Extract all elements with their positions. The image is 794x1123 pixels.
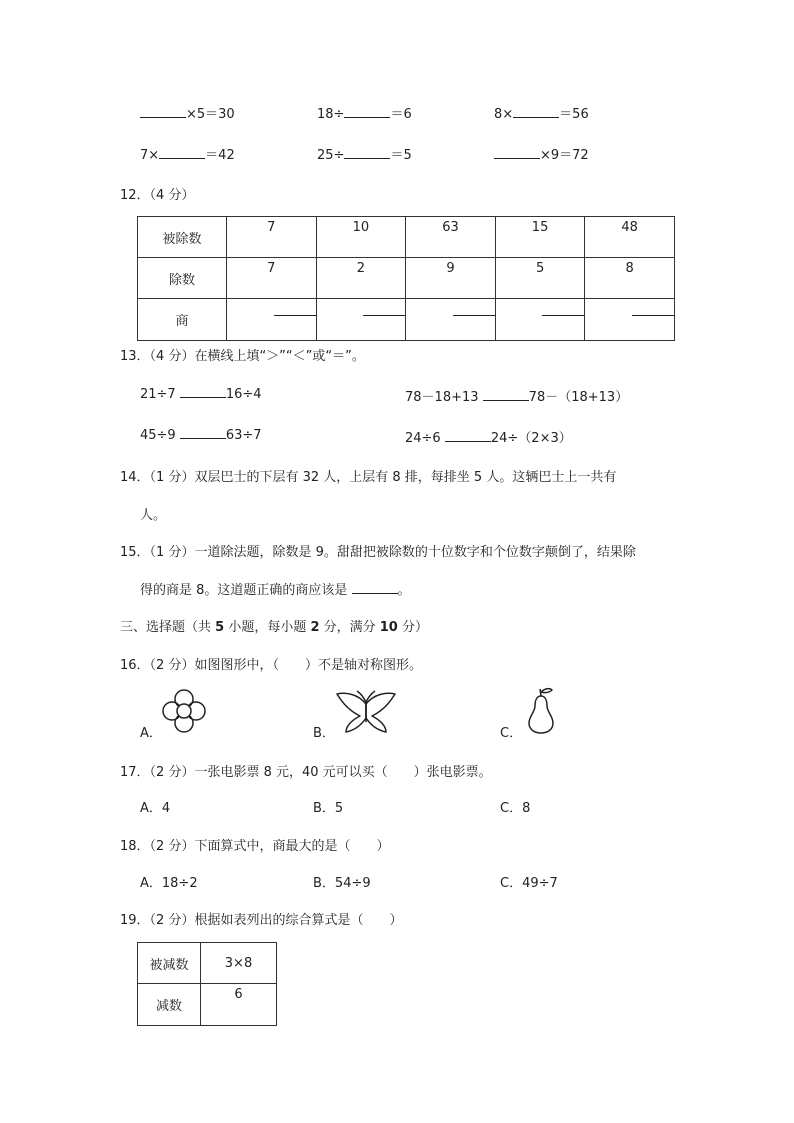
q13-item-4: 24÷6 24÷（2×3）: [405, 431, 572, 446]
butterfly-icon: [334, 690, 398, 734]
dividend-cell: 15: [495, 217, 585, 258]
quotient-cell[interactable]: [227, 299, 317, 341]
q13-title: 13．（4 分）在横线上填“＞”“＜”或“＝”。: [120, 349, 365, 364]
compare-blank[interactable]: [445, 430, 491, 442]
q12-division-table: [137, 216, 675, 341]
q16-option-b[interactable]: B．: [313, 726, 335, 741]
q16-option-a[interactable]: A．: [140, 726, 162, 741]
q19-title: 19．（2 分）根据如表列出的综合算式是（ ）: [120, 913, 403, 928]
q11-item-5: 25÷ ＝5: [317, 148, 412, 163]
q11-item-3: 8× ＝56: [494, 107, 589, 122]
q17-title: 17．（2 分）一张电影票 8 元，40 元可以买（ ）张电影票。: [120, 765, 492, 780]
answer-blank[interactable]: [344, 106, 390, 118]
q18-option-a[interactable]: A．18÷2: [140, 876, 198, 891]
answer-blank[interactable]: [159, 147, 205, 159]
q13-item-2: 78－18+13 78－（18+13）: [405, 390, 629, 405]
section-3-title: 三、选择题（共 5 小题，每小题 2 分，满分 10 分）: [120, 620, 428, 635]
q14-line-2: 人。: [140, 508, 167, 523]
quotient-cell[interactable]: [316, 299, 406, 341]
q14-line-1: 14．（1 分）双层巴士的下层有 32 人，上层有 8 排，每排坐 5 人。这辆巴士上一共有: [120, 470, 617, 485]
answer-blank[interactable]: [494, 147, 540, 159]
q18-title: 18．（2 分）下面算式中，商最大的是（ ）: [120, 839, 390, 854]
row-label-quotient: 商: [138, 299, 227, 341]
q11-item-6: ×9＝72: [494, 144, 589, 163]
q11-item-1: ×5＝30: [140, 103, 235, 122]
q17-option-b[interactable]: B．5: [313, 801, 344, 816]
dividend-cell: 7: [227, 217, 317, 258]
q17-option-c[interactable]: C．8: [500, 801, 531, 816]
q16-option-c[interactable]: C．: [500, 726, 523, 741]
q15-line-2: 得的商是 8。这道题正确的商应该是 。: [140, 583, 411, 598]
pear-icon: [525, 686, 557, 734]
quotient-cell[interactable]: [495, 299, 585, 341]
flower-icon: [161, 688, 207, 734]
q18-option-b[interactable]: B．54÷9: [313, 876, 371, 891]
row-label-dividend: 被除数: [138, 217, 227, 258]
answer-blank[interactable]: [344, 147, 390, 159]
dividend-cell: 63: [406, 217, 496, 258]
divisor-cell: 2: [316, 258, 406, 299]
q12-title: 12．（4 分）: [120, 188, 195, 203]
q16-title: 16．（2 分）如图图形中，（ ）不是轴对称图形。: [120, 658, 422, 673]
divisor-cell: 8: [585, 258, 675, 299]
dividend-cell: 10: [316, 217, 406, 258]
dividend-cell: 48: [585, 217, 675, 258]
q15-line-1: 15．（1 分）一道除法题，除数是 9。甜甜把被除数的十位数字和个位数字颠倒了，结果除: [120, 545, 636, 560]
q13-item-3: 45÷9 63÷7: [140, 428, 262, 443]
minuend-cell: 3×8: [201, 943, 277, 984]
quotient-cell[interactable]: [585, 299, 675, 341]
quotient-cell[interactable]: [406, 299, 496, 341]
divisor-cell: 7: [227, 258, 317, 299]
q11-item-4: 7× ＝42: [140, 148, 235, 163]
answer-blank[interactable]: [140, 106, 186, 118]
divisor-cell: 9: [406, 258, 496, 299]
subtrahend-cell: 6: [201, 984, 277, 1026]
compare-blank[interactable]: [483, 389, 529, 401]
answer-blank[interactable]: [513, 106, 559, 118]
divisor-cell: 5: [495, 258, 585, 299]
compare-blank[interactable]: [180, 427, 226, 439]
compare-blank[interactable]: [180, 386, 226, 398]
q11-item-2: 18÷ ＝6: [317, 107, 412, 122]
row-label-subtrahend: 减数: [138, 984, 201, 1026]
q18-option-c[interactable]: C．49÷7: [500, 876, 558, 891]
row-label-minuend: 被减数: [138, 943, 201, 984]
answer-blank[interactable]: [352, 582, 398, 594]
q19-subtraction-table: [137, 942, 277, 1026]
row-label-divisor: 除数: [138, 258, 227, 299]
q17-option-a[interactable]: A．4: [140, 801, 171, 816]
q13-item-1: 21÷7 16÷4: [140, 387, 262, 402]
